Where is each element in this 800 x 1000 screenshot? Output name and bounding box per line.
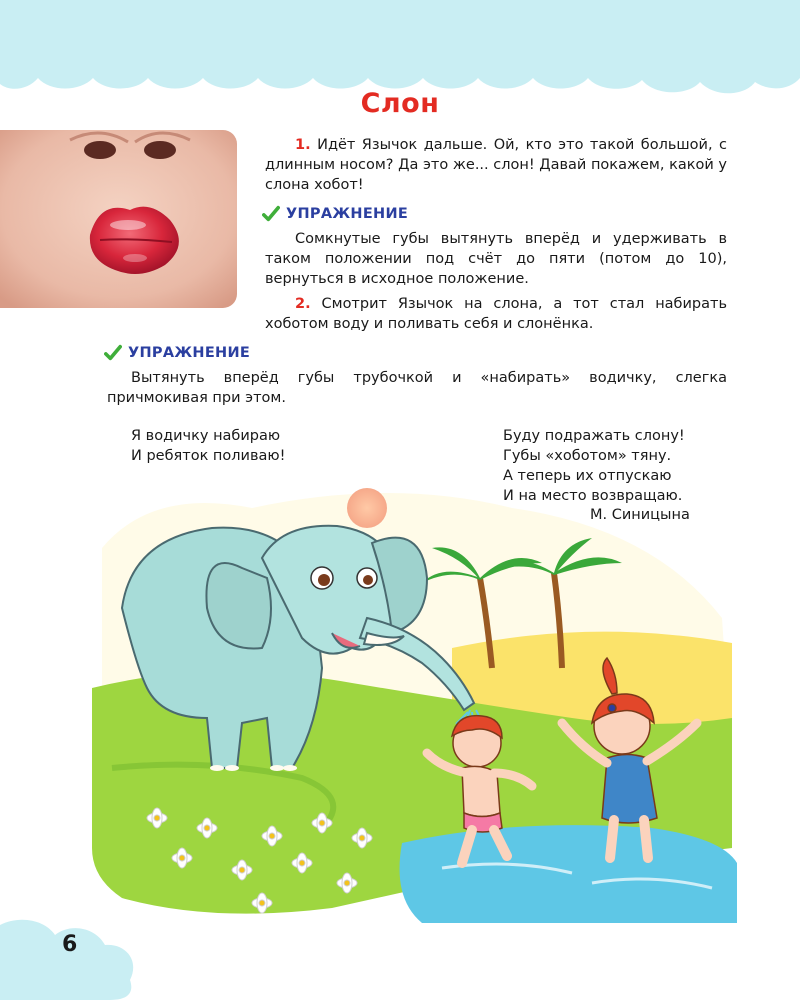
page-title: Слон — [360, 88, 440, 119]
section-1-paragraph — [265, 135, 727, 195]
exercise-1-label: УПРАЖНЕНИЕ — [286, 206, 409, 222]
exercise-1-text: Сомкнутые губы вытянуть вперёд и удерживать в таком положении под счёт до пяти (потом до 10), вернуться в исходное положение. — [265, 231, 727, 287]
cloud-border-top — [0, 0, 800, 100]
section-1-text: Идёт Язычок дальше. Ой, кто это такой большой, с длинным носом? Да это же... слон! Давай покажем, какой у слона хобот! — [265, 137, 728, 193]
section-1-number: 1. — [295, 137, 311, 153]
exercise-2-label: УПРАЖНЕНИЕ — [128, 345, 251, 361]
cloud-border-bottom — [0, 915, 140, 1000]
section-2-text: Смотрит Язычок на слона, а тот стал набирать хоботом воду и поливать себя и слонёнка. — [265, 296, 728, 332]
poem-right: Буду подражать слону! Губы «хоботом» тяну. А теперь их отпускаю И на место возвращаю. — [503, 428, 685, 504]
exercise-1-heading — [262, 205, 408, 223]
exercise-2-heading — [104, 344, 250, 362]
exercise-2-text: Вытянуть вперёд губы трубочкой и «набирать» водичку, слегка причмокивая при этом. — [107, 370, 727, 406]
poem-left: Я водичку набираю И ребяток поливаю! — [131, 428, 286, 464]
section-2-paragraph — [265, 294, 727, 334]
elephant-illustration — [92, 468, 737, 923]
check-icon — [262, 205, 280, 223]
check-icon — [104, 344, 122, 362]
lips-photo — [0, 130, 237, 308]
section-2-number: 2. — [295, 296, 311, 312]
page-number: 6 — [62, 932, 78, 957]
poem-author: М. Синицына — [590, 507, 690, 523]
